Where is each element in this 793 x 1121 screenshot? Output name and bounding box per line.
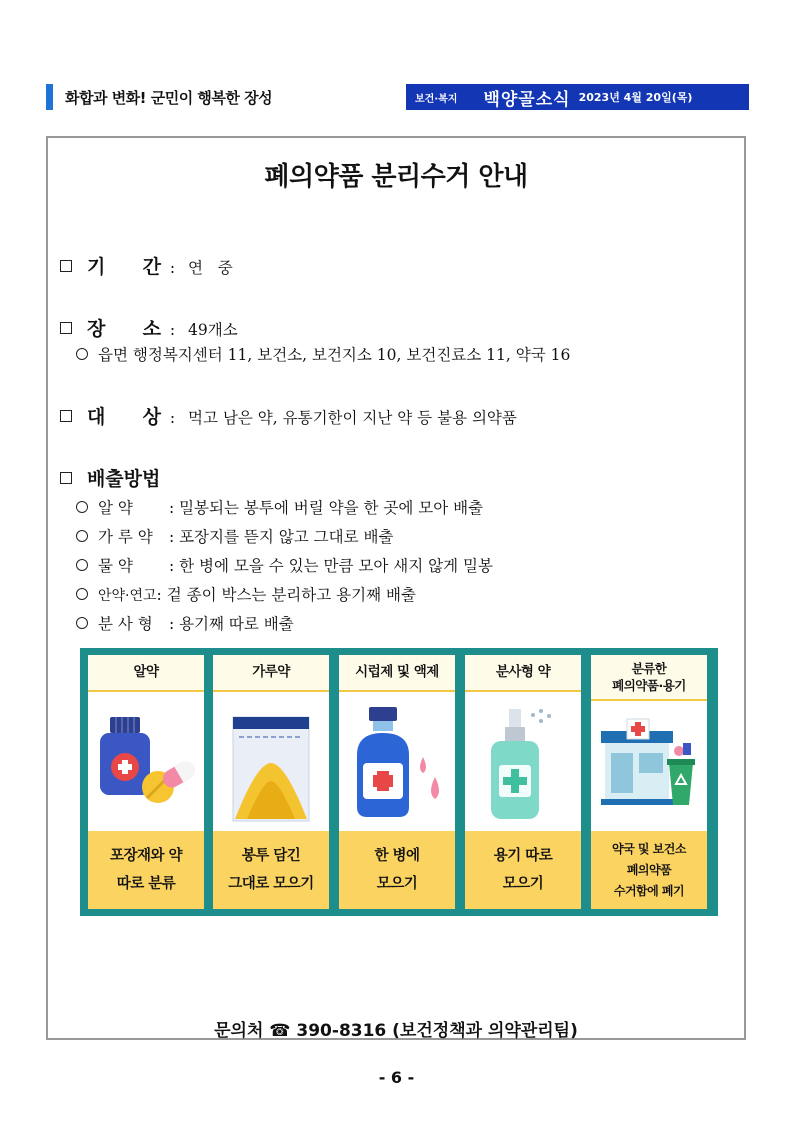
card-title: 분류한 폐의약품·용기 bbox=[591, 655, 707, 701]
card-title: 분사형 약 bbox=[465, 655, 581, 692]
place-label: 장 소 bbox=[86, 318, 161, 340]
syrup-bottle-icon bbox=[343, 705, 451, 825]
method-item: 가 루 약 : 포장지를 뜯지 않고 그대로 배출 bbox=[76, 525, 393, 547]
card-spray bbox=[465, 655, 581, 909]
card-powder bbox=[213, 655, 329, 909]
card-instruction: 약국 및 보건소 폐의약품 수거함에 폐기 bbox=[591, 831, 707, 909]
period-label: 기 간 bbox=[86, 256, 161, 278]
method-label: 배출방법 bbox=[86, 468, 161, 490]
card-instruction: 포장재와 약 따로 분류 bbox=[88, 831, 204, 909]
header-slogan: 화합과 변화! 군민이 행복한 장성 bbox=[65, 88, 273, 107]
method-item: 분 사 형 : 용기째 따로 배출 bbox=[76, 612, 294, 634]
checkbox-bullet-icon bbox=[60, 260, 72, 272]
place-row: 장 소 : 49개소 bbox=[60, 314, 238, 341]
method-row bbox=[60, 464, 160, 491]
circle-bullet-icon bbox=[76, 588, 88, 600]
checkbox-bullet-icon bbox=[60, 322, 72, 334]
circle-bullet-icon bbox=[76, 501, 88, 513]
method-item: 안약·연고: 겉 종이 박스는 분리하고 용기째 배출 bbox=[76, 583, 416, 605]
header-banner bbox=[406, 84, 749, 110]
card-instruction: 한 병에 모으기 bbox=[339, 831, 455, 909]
page-number: - 6 - bbox=[378, 1068, 415, 1087]
spray-bottle-icon bbox=[469, 705, 577, 825]
header-category: 보건·복지 bbox=[415, 93, 458, 105]
method-item: 알 약 : 밀봉되는 봉투에 버릴 약을 한 곳에 모아 배출 bbox=[76, 496, 483, 518]
page-title: 폐의약품 분리수거 안내 bbox=[264, 162, 528, 192]
notice-frame bbox=[46, 136, 746, 1040]
card-pills bbox=[88, 655, 204, 909]
pill-bottle-icon bbox=[92, 705, 200, 825]
pharmacy-recycle-icon bbox=[595, 705, 703, 825]
contact-info: 문의처 ☎ 390-8316 (보건정책과 의약관리팀) bbox=[214, 1021, 578, 1041]
target-value: 먹고 남은 약, 유통기한이 지난 약 등 불용 의약품 bbox=[188, 409, 517, 427]
checkbox-bullet-icon bbox=[60, 472, 72, 484]
target-row: 대 상 : 먹고 남은 약, 유통기한이 지난 약 등 불용 의약품 bbox=[60, 402, 517, 429]
newsletter-name: 백양골소식 bbox=[483, 89, 571, 110]
circle-bullet-icon bbox=[76, 348, 88, 360]
target-label: 대 상 bbox=[86, 406, 161, 428]
powder-bag-icon bbox=[217, 705, 325, 825]
period-row: 기 간 : 연 중 bbox=[60, 252, 233, 279]
card-title: 가루약 bbox=[213, 655, 329, 692]
card-collection bbox=[591, 655, 707, 909]
card-syrup bbox=[339, 655, 455, 909]
checkbox-bullet-icon bbox=[60, 410, 72, 422]
period-value: 연 중 bbox=[188, 259, 233, 277]
card-instruction: 봉투 담긴 그대로 모으기 bbox=[213, 831, 329, 909]
card-instruction: 용기 따로 모으기 bbox=[465, 831, 581, 909]
disposal-infographic bbox=[80, 648, 718, 916]
place-detail: 읍면 행정복지센터 11, 보건소, 보건지소 10, 보건진료소 11, 약국 16 bbox=[76, 343, 570, 365]
header-left bbox=[46, 84, 272, 110]
card-title: 시럽제 및 액제 bbox=[339, 655, 455, 692]
circle-bullet-icon bbox=[76, 617, 88, 629]
circle-bullet-icon bbox=[76, 530, 88, 542]
place-value: 49개소 bbox=[188, 321, 238, 339]
card-title: 알약 bbox=[88, 655, 204, 692]
circle-bullet-icon bbox=[76, 559, 88, 571]
method-item: 물 약 : 한 병에 모을 수 있는 만큼 모아 새지 않게 밀봉 bbox=[76, 554, 493, 576]
issue-date: 2023년 4월 20일(목) bbox=[578, 91, 693, 104]
header-accent-bar bbox=[46, 84, 53, 110]
